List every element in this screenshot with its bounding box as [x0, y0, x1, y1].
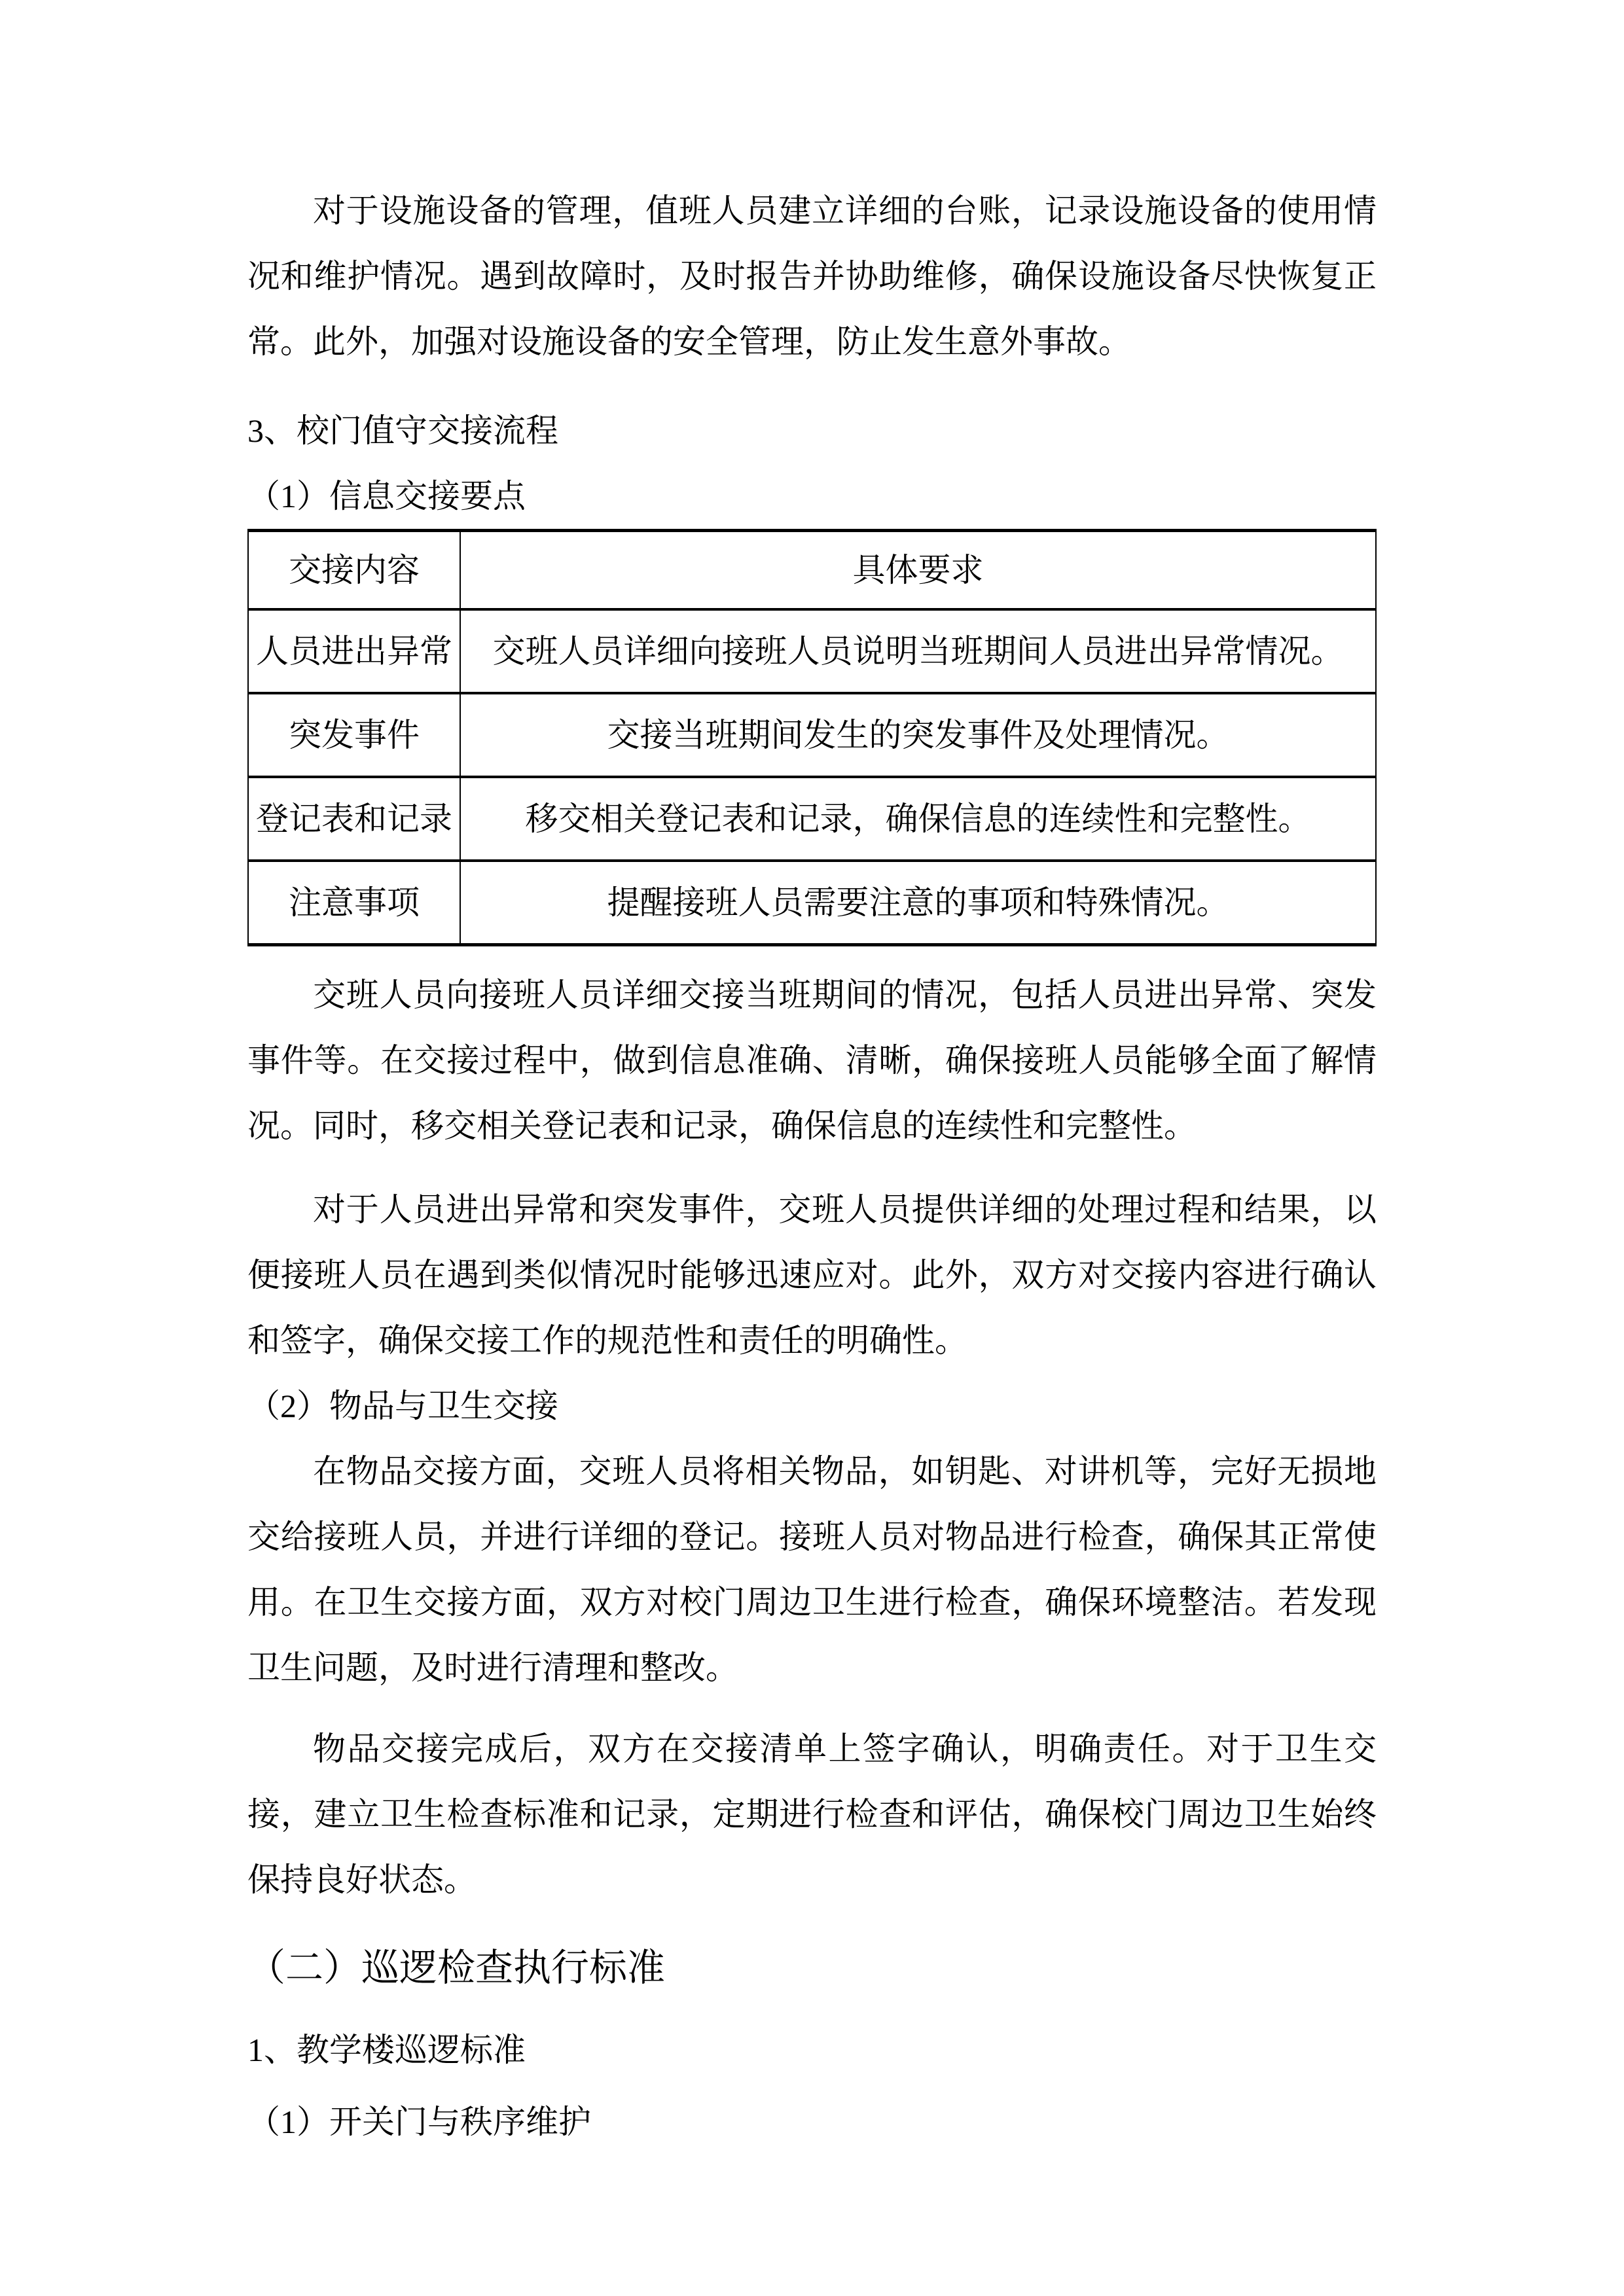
- table-header-handover-content: 交接内容: [248, 531, 460, 610]
- table-cell-requirement: 移交相关登记表和记录，确保信息的连续性和完整性。: [460, 777, 1376, 861]
- table-cell-item: 注意事项: [248, 861, 460, 945]
- table-row: [248, 777, 1376, 861]
- paragraph-shift-info-handover: 交班人员向接班人员详细交接当班期间的情况，包括人员进出异常、突发事件等。在交接过程中，做到信息准确、清晰，确保接班人员能够全面了解情况。同时，移交相关登记表和记录，确保信息的连续性和完整性。: [247, 977, 1377, 1144]
- table-header-specific-requirements: 具体要求: [460, 531, 1376, 610]
- table-row: [248, 861, 1376, 945]
- table-cell-item: 人员进出异常: [248, 609, 460, 693]
- paragraph-handover-signoff: 物品交接完成后，双方在交接清单上签字确认，明确责任。对于卫生交接，建立卫生检查标准和记录，定期进行检查和评估，确保校门周边卫生始终保持良好状态。: [247, 1731, 1377, 1898]
- paragraph-facility-management: 对于设施设备的管理，值班人员建立详细的台账，记录设施设备的使用情况和维护情况。遇到故障时，及时报告并协助维修，确保设施设备尽快恢复正常。此外，加强对设施设备的安全管理，防止发生意外事故。: [247, 192, 1377, 360]
- table-row: [248, 609, 1376, 693]
- table-cell-item: 突发事件: [248, 693, 460, 777]
- paragraph-items-handover: 在物品交接方面，交班人员将相关物品，如钥匙、对讲机等，完好无损地交给接班人员，并进行详细的登记。接班人员对物品进行检查，确保其正常使用。在卫生交接方面，双方对校门周边卫生进行检查，确保环境整洁。若发现卫生问题，及时进行清理和整改。: [247, 1453, 1377, 1686]
- table-row: [248, 693, 1376, 777]
- table-cell-requirement: 交接当班期间发生的突发事件及处理情况。: [460, 693, 1376, 777]
- section-heading-gate-handover-process: 3、校门值守交接流程: [247, 412, 558, 449]
- table-header-row: [248, 531, 1376, 610]
- paragraph-abnormal-events-handover: 对于人员进出异常和突发事件，交班人员提供详细的处理过程和结果，以便接班人员在遇到类似情况时能够迅速应对。此外，双方对交接内容进行确认和签字，确保交接工作的规范性和责任的明确性。: [247, 1191, 1377, 1359]
- section-heading-teaching-building-patrol: 1、教学楼巡逻标准: [247, 2032, 526, 2068]
- table-cell-item: 登记表和记录: [248, 777, 460, 861]
- handover-table: [247, 529, 1377, 946]
- table-cell-requirement: 提醒接班人员需要注意的事项和特殊情况。: [460, 861, 1376, 945]
- subsection-heading-door-order-maintenance: （1）开关门与秩序维护: [247, 2104, 591, 2140]
- subsection-heading-items-hygiene-handover: （2）物品与卫生交接: [247, 1388, 558, 1424]
- chapter-heading-patrol-inspection-standards: （二）巡逻检查执行标准: [247, 1946, 666, 1989]
- table-cell-requirement: 交班人员详细向接班人员说明当班期间人员进出异常情况。: [460, 609, 1376, 693]
- subsection-heading-info-handover: （1）信息交接要点: [247, 478, 526, 514]
